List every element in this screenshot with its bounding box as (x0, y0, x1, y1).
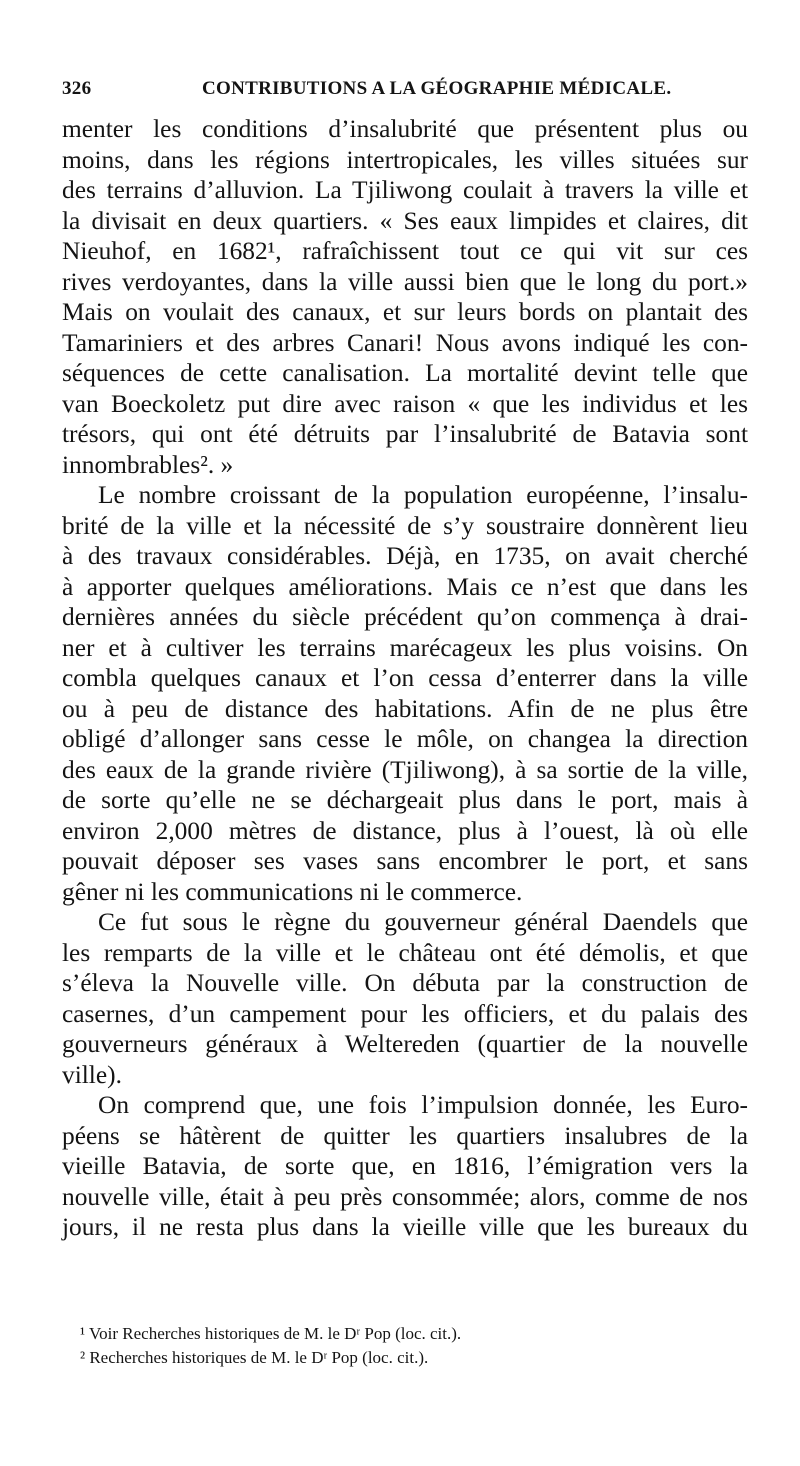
footnotes (62, 1322, 748, 1370)
body-line: trésors, qui ont été détruits par l’insalubrité de Batavia sont (62, 420, 748, 448)
body-line: moins, dans les régions intertropicales, les villes situées sur (62, 145, 748, 174)
body-line: des eaux de la grande rivière (Tjiliwong), à sa sortie de la ville, (62, 755, 748, 784)
body-line: des terrains d’alluvion. La Tjiliwong coulait à travers la ville et (62, 176, 748, 204)
body-line: gouverneurs généraux à Weltereden (quartier de la nouvelle (62, 1030, 748, 1058)
body-line: On comprend que, une fois l’impulsion donnée, les Euro- (98, 1091, 748, 1119)
body-line: gêner ni les communications ni le commerce. (62, 877, 523, 906)
body-line: environ 2,000 mètres de distance, plus à l’ouest, là où elle (62, 816, 748, 845)
body-line: de sorte qu’elle ne se déchargeait plus dans le port, mais à (62, 786, 748, 814)
body-line: rives verdoyantes, dans la ville aussi bien que le long du port.» (62, 267, 748, 296)
running-title: CONTRIBUTIONS A LA GÉOGRAPHIE MÉDICALE. (202, 78, 672, 99)
body-line: nouvelle ville, était à peu près consommée; alors, comme de nos (62, 1182, 748, 1211)
body-line: ner et à cultiver les terrains marécageux les plus voisins. On (62, 633, 748, 662)
body-line: menter les conditions d’insalubrité que présentent plus ou (62, 115, 748, 143)
body-line: à apporter quelques améliorations. Mais ce n’est que dans les (62, 572, 748, 601)
body-line: à des travaux considérables. Déjà, en 1735, on avait cherché (62, 542, 748, 570)
page-header (62, 78, 742, 110)
body-line: Ce fut sous le règne du gouverneur général Daendels que (98, 908, 748, 936)
body-line: obligé d’allonger sans cesse le môle, on changea la direction (62, 725, 748, 753)
body-line: innombrables². » (62, 450, 234, 479)
body-line: les remparts de la ville et le château ont été démolis, et que (62, 938, 748, 967)
body-line: van Boeckoletz put dire avec raison « que les individus et les (62, 389, 748, 418)
footnote: ² Recherches historiques de M. le Dʳ Pop (loc. cit.). (80, 1348, 429, 1367)
body-line: pouvait déposer ses vases sans encombrer le port, et sans (62, 847, 748, 875)
body-line: dernières années du siècle précédent qu’on commença à drai- (62, 603, 748, 631)
page-number: 326 (62, 78, 92, 99)
body-line: séquences de cette canalisation. La mortalité devint telle que (62, 359, 748, 387)
body-line: ou à peu de distance des habitations. Afin de ne plus être (62, 694, 748, 723)
body-line: jours, il ne resta plus dans la vieille ville que les bureaux du (62, 1213, 748, 1241)
body-line: la divisait en deux quartiers. « Ses eaux limpides et claires, dit (62, 206, 748, 235)
body-line: casernes, d’un campement pour les officiers, et du palais des (62, 999, 748, 1028)
body-line: brité de la ville et la nécessité de s’y soustraire donnèrent lieu (62, 511, 748, 540)
body-line: Nieuhof, en 1682¹, rafraîchissent tout ce qui vit sur ces (62, 237, 748, 265)
body-line: Mais on voulait des canaux, et sur leurs bords on plantait des (62, 298, 748, 326)
body-line: combla quelques canaux et l’on cessa d’enterrer dans la ville (62, 664, 748, 692)
body-line: péens se hâtèrent de quitter les quartiers insalubres de la (62, 1121, 748, 1150)
body-line: vieille Batavia, de sorte que, en 1816, l’émigration vers la (62, 1152, 748, 1180)
body-line: ville). (62, 1060, 122, 1089)
body-line: Tamariniers et des arbres Canari! Nous avons indiqué les con- (62, 328, 748, 357)
body-text (62, 114, 748, 1243)
footnote: ¹ Voir Recherches historiques de M. le Dʳ Pop (loc. cit.). (80, 1324, 462, 1343)
body-line: s’éleva la Nouvelle ville. On débuta par la construction de (62, 969, 748, 997)
body-line: Le nombre croissant de la population européenne, l’insalu- (98, 481, 748, 509)
